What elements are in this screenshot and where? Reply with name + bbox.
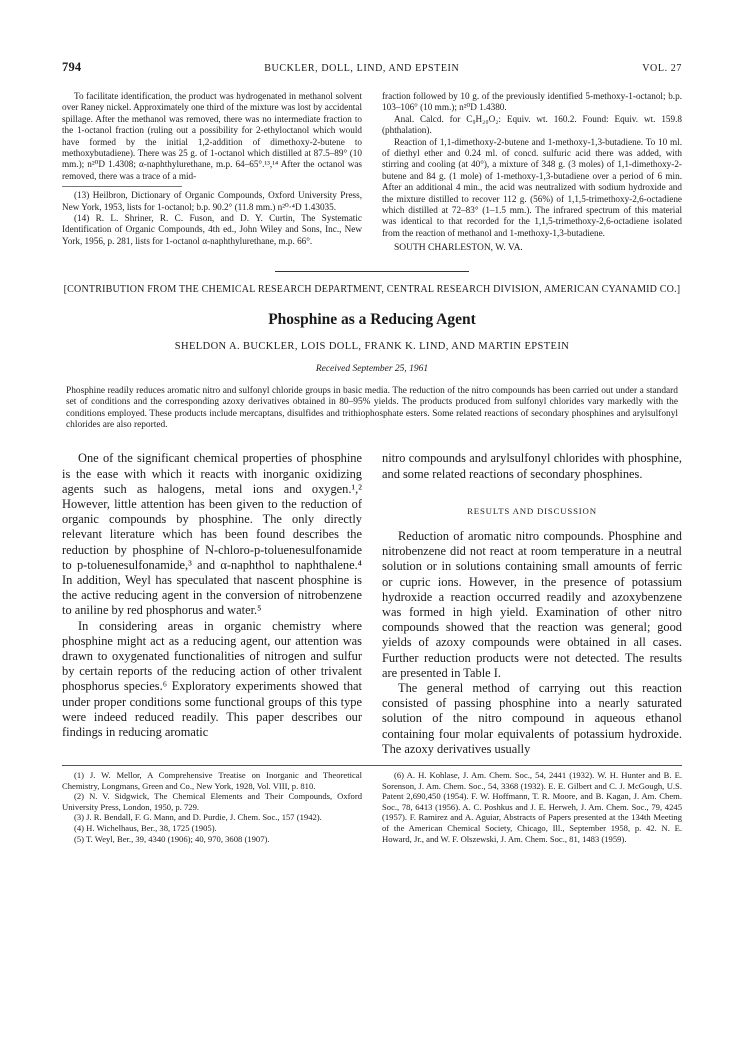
contribution-line: [CONTRIBUTION FROM THE CHEMICAL RESEARCH DEPARTMENT, CENTRAL RESEARCH DIVISION, AMERICAN CYANAMID CO.] [63,283,681,295]
footnote-14: (14) R. L. Shriner, R. C. Fuson, and D. Y. Curtin, The Systematic Identification of Organic Compounds, 4th ed., John Wiley and Sons, Inc., New York, 1956, p. 281, lists for 1-octanol α-naphthylurethane, m.p. 66°. [62,213,362,246]
footnotes [62,770,682,844]
top-right-column [382,91,682,255]
received-date: Received September 25, 1961 [315,363,429,374]
paragraph: To facilitate identification, the product was hydrogenated in methanol solvent over Raney nickel. Approximately one third of the mixture was lost by accidental spillage. After the methanol was removed, there was no intermediate fraction to the 1-octanol fraction (ruling out a possibility for 2-ethyloctanol which would have formed by the initial 1,2-addition of dimethoxy-2-butene to methoxybutadiene). There was 25 g. of 1-octanol which distilled at 87.5–89° (10 mm.); n²⁰D 1.4308; α-naphthylurethane, m.p. 64–65°.¹³,¹⁴ After the octanol was removed, there was a trace of a mid- [62,91,362,181]
paragraph: In considering areas in organic chemistry where phosphine might act as a reducing agent, our attention was drawn to oxygenated functionalities of nitrogen and sulfur by certain reports of the reducing action of other trivalent phosphorus species.⁶ Exploratory experiments showed that under proper conditions some functional groups of this type were indeed reduced readily. This paper describes our findings in reducing aromatic [62,618,362,739]
footnote: (1) J. W. Mellor, A Comprehensive Treatise on Inorganic and Theoretical Chemistry, Longmans, Green and Co., New York, 1928, Vol. VIII, p. 810. [62,769,362,791]
article-title: Phosphine as a Reducing Agent [268,310,476,328]
footnote: (3) J. R. Bendall, F. G. Mann, and D. Purdie, J. Chem. Soc., 157 (1942). [74,812,322,823]
reaction-paragraph: Reaction of 1,1-dimethoxy-2-butene and 1-methoxy-1,3-butadiene. To 10 ml. of diethyl ether and 0.24 ml. of concd. sulfuric acid there was added, with stirring and cooling (at 40°), a mixture of 348 g. (3 moles) of 1,1-dimethoxy-2-butene and 84 g. (1 mole) of 1-methoxy-1,3-butadiene over a period of 6 min. After an additional 4 min., the acid was neutralized with sodium hydroxide and the mixture distilled to recover 112 g. (56%) of 1,1,5-trimethoxy-2,6-octadiene which distilled at 72–83° (1–1.5 mm.). The infrared spectrum of this material was identical to that recorded for the 1,1,5-trimethoxy-2,6-octadiene isolated from the reaction of methanol and 1-methoxy-1,3-butadiene. [382,136,682,238]
volume-label: VOL. 27 [642,63,682,74]
footnotes-left [62,770,362,844]
body-right-column [382,451,682,757]
paragraph: The general method of carrying out this reaction consisted of passing phosphine into a nearly saturated solution of the nitro compound in aqueous ethanol containing four molar equivalents of potassium hydroxide. The azoxy derivatives usually [382,680,682,756]
footnote-divider [62,186,182,187]
footnote: (4) H. Wichelhaus, Ber., 38, 1725 (1905). [74,822,217,833]
paragraph: fraction followed by 10 g. of the previously identified 5-methoxy-1-octanol; b.p. 103–106° (10 mm.); n²⁰D 1.4380. [382,91,682,113]
journal-page [62,60,682,844]
footnote-divider [62,765,682,766]
abstract: Phosphine readily reduces aromatic nitro and sulfonyl chloride groups in basic media. The reduction of the nitro compounds has been carried out under a standard set of conditions and the corresponding azoxy derivatives obtained in 80–95% yields. The products produced from sulfonyl chlorides vary markedly with the conditions employed. These products include mercaptans, disulfides and trithiophosphate esters. Some related reactions of secondary phosphines and arylsulfonyl chlorides are also reported. [66,385,678,430]
paragraph: nitro compounds and arylsulfonyl chlorides with phosphine, and some related reactions of secondary phosphines. [382,451,682,481]
analysis-line: Anal. Calcd. for C₉H₂₀O₂: Equiv. wt. 160.2. Found: Equiv. wt. 159.8 (phthalation). [382,113,682,136]
article-body [62,451,682,757]
page-number: 794 [62,60,82,74]
section-heading: RESULTS AND DISCUSSION [467,505,597,516]
article-authors: SHELDON A. BUCKLER, LOIS DOLL, FRANK K. LIND, AND MARTIN EPSTEIN [174,340,570,352]
footnote-13: (13) Heilbron, Dictionary of Organic Compounds, Oxford University Press, New York, 1953, lists for 1-octanol; b.p. 90.2° (11.8 mm.) n²⁰·⁴D 1.43035. [62,190,362,212]
footnote: (5) T. Weyl, Ber., 39, 4340 (1906); 40, 970, 3608 (1907). [74,833,270,844]
body-left-column [62,451,362,757]
experimental-continuation [62,91,682,255]
running-head [62,60,682,75]
location-signature: SOUTH CHARLESTON, W. VA. [394,243,523,254]
footnote: (6) A. H. Kohlase, J. Am. Chem. Soc., 54, 2441 (1932). W. H. Hunter and B. E. Sorenson, J. Am. Chem. Soc., 54, 3368 (1932). E. E. Gilbert and C. J. McGough, U.S. Patent 2,690,450 (1954). F. W. Hoffmann, T. R. Moore, and B. Kagan, J. Am. Chem. Soc., 78, 6413 (1956). A. C. Poshkus and J. E. Herweh, J. Am. Chem. Soc., 79, 4245 (1957). F. Ramirez and A. Aguiar, Abstracts of Papers presented at the 134th Meeting of the American Chemical Society, Chicago, Ill., September 1958, p. 42. N. E. Howard, Jr., and W. F. Olszewski, J. Am. Chem. Soc., 81, 1483 (1959). [382,769,682,844]
section-divider [275,271,469,272]
intro-paragraph: One of the significant chemical properties of phosphine is the ease with which it reacts with inorganic oxidizing agents such as halogens, metal ions and oxygen.¹,² However, little attention has been given to the reduction of organic compounds by phosphine. The only directly relevant literature which has been found describes the reduction by phosphine of N-chloro-p-toluenesulfonamide to p-toluenesulfonamide,³ and α-naphthol to naphthalene.⁴ In addition, Weyl has speculated that nascent phosphine is the active reducing agent in the conversion of nitrobenzene to aniline by red phosphorus and water.⁵ [62,451,362,618]
running-title: BUCKLER, DOLL, LIND, AND EPSTEIN [264,63,460,74]
footnotes-right [382,770,682,844]
footnote: (2) N. V. Sidgwick, The Chemical Elements and Their Compounds, Oxford University Press, London, 1950, p. 729. [62,791,362,812]
top-left-column [62,91,362,255]
paragraph: Reduction of aromatic nitro compounds. Phosphine and nitrobenzene did not react at room temperature in a neutral solution or in solutions containing small amounts of ferric or cupric ions. However, in the presence of potassium hydroxide a reaction occurred readily and azoxybenzene was formed in high yield. Examination of other nitro compounds showed that the reaction was general; good yields of azoxy compounds were obtained in all cases. Further reduction products were not detected. The results are presented in Table I. [382,528,682,680]
